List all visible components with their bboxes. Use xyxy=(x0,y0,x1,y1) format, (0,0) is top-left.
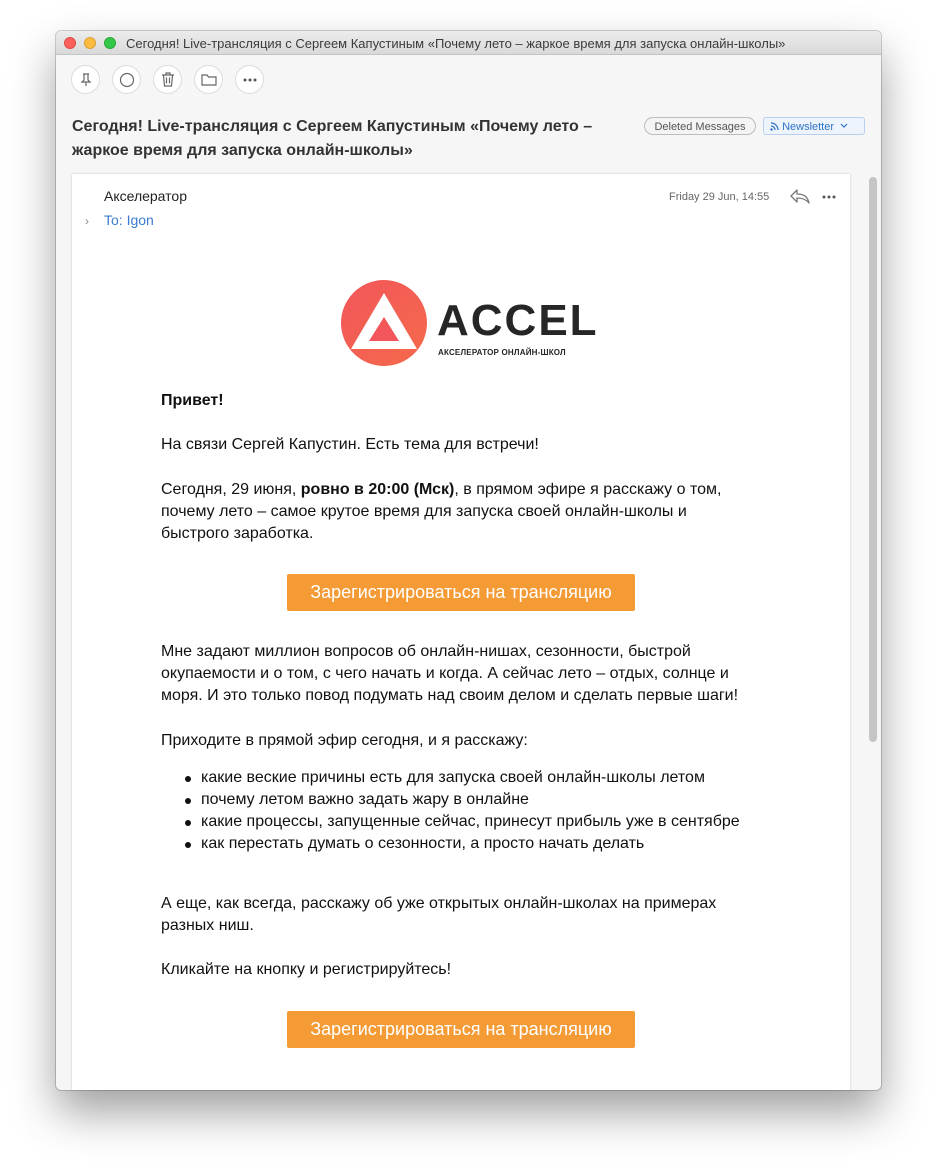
message-subject xyxy=(72,115,612,163)
message-date: Friday 29 Jun, 14:55 xyxy=(669,191,770,203)
deleted-messages-label: Deleted Messages xyxy=(654,121,746,133)
subject-line-1: Сегодня! Live-трансляция с Сергеем Капустиным «Почему лето – xyxy=(72,118,593,135)
rss-icon xyxy=(770,122,779,131)
topics-list xyxy=(161,767,761,855)
list-item: какие процессы, запущенные сейчас, принесут прибыль уже в сентябре xyxy=(161,811,761,833)
more-button[interactable] xyxy=(235,65,264,94)
logo-mark-icon xyxy=(340,279,428,367)
pin-button[interactable] xyxy=(71,65,100,94)
announcement-paragraph xyxy=(161,479,761,545)
register-button-top[interactable]: Зарегистрироваться на трансляцию xyxy=(287,574,635,611)
announcement-text-b: , в прямом эфире я расскажу о том, xyxy=(454,481,722,498)
logo-subtitle: АКСЕЛЕРАТОР ОНЛАЙН-ШКОЛ xyxy=(438,348,566,357)
examples-line-2: разных ниш. xyxy=(161,917,254,934)
announcement-line-3: быстрого заработка. xyxy=(161,525,314,542)
greeting: Привет! xyxy=(161,392,224,409)
newsletter-label: Newsletter xyxy=(782,121,835,133)
logo-wordmark: ACCEL xyxy=(437,296,599,345)
intro-paragraph: На связи Сергей Капустин. Есть тема для встречи! xyxy=(161,436,539,453)
questions-paragraph xyxy=(161,641,761,707)
trash-button[interactable] xyxy=(153,65,182,94)
call-to-action-text: Кликайте на кнопку и регистрируйтесь! xyxy=(161,961,452,978)
list-item: почему летом важно задать жару в онлайне xyxy=(161,789,761,811)
subject-line-2: жаркое время для запуска онлайн-школы» xyxy=(72,142,413,159)
list-item: как перестать думать о сезонности, а просто начать делать xyxy=(161,833,761,855)
title-bar[interactable] xyxy=(56,31,881,55)
scrollbar-thumb[interactable] xyxy=(869,177,877,742)
mark-button[interactable] xyxy=(112,65,141,94)
to-name: Igon xyxy=(126,212,154,228)
pin-icon xyxy=(79,73,93,87)
message-more-button[interactable] xyxy=(822,186,836,202)
deleted-messages-tag[interactable] xyxy=(644,117,756,135)
examples-line-1: А еще, как всегда, расскажу об уже открытых онлайн-школах на примерах xyxy=(161,895,717,912)
mail-window xyxy=(56,31,881,1090)
accel-logo xyxy=(340,279,599,369)
message-card xyxy=(72,174,850,1090)
ellipsis-icon xyxy=(822,195,836,199)
expand-recipients-icon[interactable]: › xyxy=(85,214,89,228)
newsletter-tag[interactable] xyxy=(763,117,865,135)
ellipsis-icon xyxy=(243,78,257,82)
announcement-time: ровно в 20:00 (Мск) xyxy=(300,481,455,498)
questions-line-1: Мне задают миллион вопросов об онлайн-нишах, сезонности, быстрой xyxy=(161,643,691,660)
questions-line-2: окупаемости и о том, с чего начать и когда. А сейчас лето – отдых, солнце и xyxy=(161,665,729,682)
chevron-down-icon xyxy=(840,123,848,129)
to-prefix: To: xyxy=(104,212,123,228)
minimize-window-button[interactable] xyxy=(84,37,96,49)
folder-icon xyxy=(201,73,217,86)
reply-icon xyxy=(789,188,811,204)
register-button-bottom[interactable]: Зарегистрироваться на трансляцию xyxy=(287,1011,635,1048)
sender-name: Акселератор xyxy=(104,188,187,204)
trash-icon xyxy=(161,72,175,87)
zoom-window-button[interactable] xyxy=(104,37,116,49)
folder-button[interactable] xyxy=(194,65,223,94)
reply-button[interactable] xyxy=(789,188,811,209)
recipient-line[interactable] xyxy=(104,212,154,228)
close-window-button[interactable] xyxy=(64,37,76,49)
list-item: какие веские причины есть для запуска своей онлайн-школы летом xyxy=(161,767,761,789)
invite-paragraph: Приходите в прямой эфир сегодня, и я расскажу: xyxy=(161,732,528,749)
announcement-line-2: почему лето – самое крутое время для запуска своей онлайн-школы и xyxy=(161,503,687,520)
circle-icon xyxy=(119,72,135,88)
window-title: Сегодня! Live-трансляция с Сергеем Капустиным «Почему лето – жаркое время для запуска онлайн-школы» xyxy=(126,36,786,51)
announcement-text-a: Сегодня, 29 июня, xyxy=(161,481,301,498)
examples-paragraph xyxy=(161,893,761,937)
questions-line-3: моря. И это только повод подумать над своим делом и сделать первые шаги! xyxy=(161,687,739,704)
